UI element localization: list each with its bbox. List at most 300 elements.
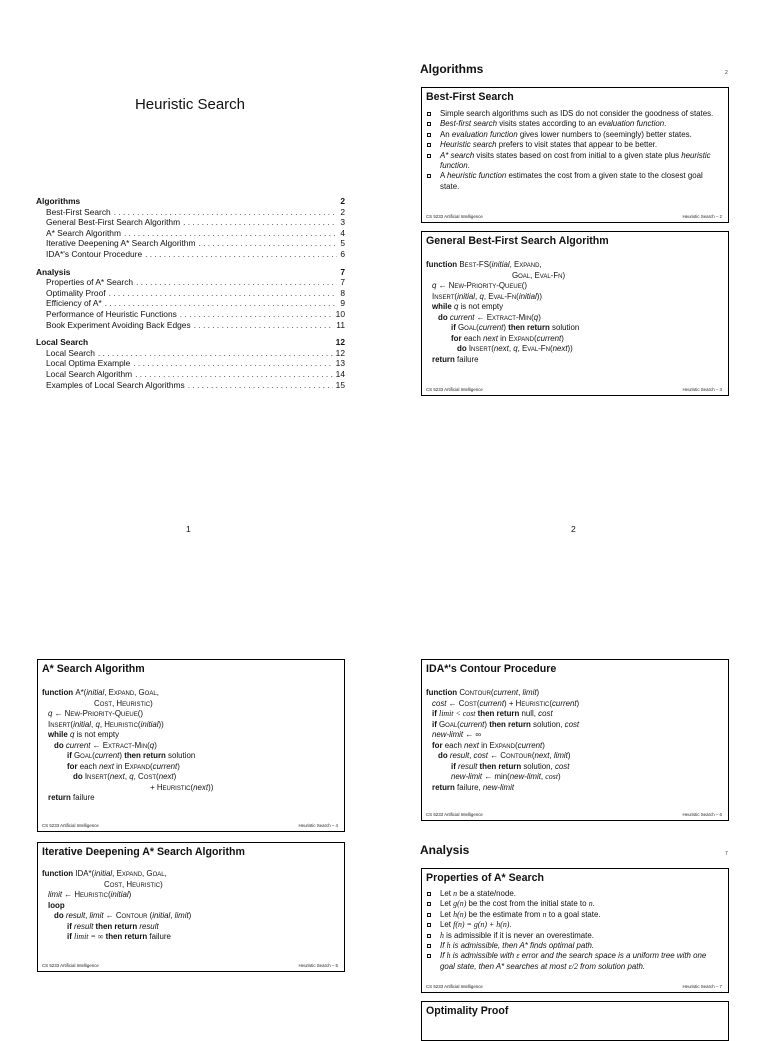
text-fragment: if bbox=[67, 932, 75, 941]
text-fragment: Goal bbox=[458, 323, 477, 332]
text-fragment: current bbox=[449, 312, 475, 322]
section-page-number: 2 bbox=[725, 70, 728, 76]
text-fragment: initial bbox=[140, 719, 159, 729]
text-fragment: ← bbox=[52, 709, 65, 718]
text-fragment: ) bbox=[128, 890, 132, 899]
text-fragment: is admissible with bbox=[450, 951, 517, 961]
text-fragment: A* bbox=[75, 688, 84, 697]
code-line bbox=[42, 901, 340, 912]
text-fragment: , bbox=[124, 772, 130, 781]
code-line bbox=[42, 880, 340, 891]
text-fragment: limit bbox=[89, 911, 104, 920]
text-fragment: . bbox=[509, 920, 512, 930]
slide-title: General Best-First Search Algorithm bbox=[426, 235, 609, 247]
text-fragment: initial bbox=[94, 869, 113, 878]
toc-leader bbox=[114, 207, 338, 218]
bullet-item bbox=[426, 931, 722, 941]
text-fragment: Expand bbox=[489, 740, 515, 750]
text-fragment: function bbox=[426, 688, 460, 697]
text-fragment: ← bbox=[62, 890, 75, 899]
text-fragment: , bbox=[509, 260, 514, 269]
slide-properties-of-a-star bbox=[421, 868, 729, 993]
text-fragment: n bbox=[588, 899, 593, 909]
slide-title: Optimality Proof bbox=[426, 1005, 509, 1017]
code-line bbox=[42, 911, 340, 922]
text-fragment: return bbox=[48, 793, 73, 802]
text-fragment: Expand bbox=[508, 333, 534, 343]
text-fragment: Contour bbox=[115, 911, 148, 920]
code-line bbox=[42, 741, 340, 752]
text-fragment: initial bbox=[457, 291, 476, 301]
text-fragment: Heuristic bbox=[515, 698, 550, 708]
text-fragment: ( bbox=[490, 688, 494, 697]
toc-leader bbox=[124, 228, 337, 239]
text-fragment: Eval-Fn bbox=[488, 291, 517, 301]
text-fragment: q bbox=[129, 772, 134, 781]
text-fragment: Insert bbox=[468, 344, 492, 353]
text-fragment: is admissible if it is never an overestimate. bbox=[443, 930, 594, 940]
toc-entry-label: IDA*'s Contour Procedure bbox=[46, 248, 143, 259]
text-fragment: to a goal state. bbox=[546, 909, 601, 919]
toc-entry-label: Iterative Deepening A* Search Algorithm bbox=[46, 238, 196, 249]
text-fragment: ) + bbox=[504, 698, 516, 708]
toc-entry-label: Book Experiment Avoiding Back Edges bbox=[46, 319, 191, 330]
text-fragment: ( bbox=[91, 869, 95, 878]
slide-best-first-search bbox=[421, 87, 729, 223]
text-fragment: next bbox=[109, 772, 125, 781]
toc-section-page: 7 bbox=[340, 266, 345, 277]
text-fragment: Contour bbox=[459, 688, 491, 697]
text-fragment: ← bbox=[446, 698, 459, 708]
text-fragment: cost bbox=[554, 761, 570, 771]
text-fragment: ( bbox=[147, 911, 153, 920]
text-fragment: next bbox=[493, 344, 509, 353]
text-fragment: is admissible, then A* finds optimal path. bbox=[450, 941, 595, 951]
text-fragment: h bbox=[446, 951, 451, 961]
toc-entry-page: 12 bbox=[335, 347, 345, 358]
text-fragment: result bbox=[139, 921, 159, 931]
toc-entry-page: 5 bbox=[340, 238, 345, 249]
code-line bbox=[426, 688, 724, 699]
text-fragment: ( bbox=[108, 890, 111, 899]
text-fragment: if bbox=[432, 719, 440, 729]
text-fragment: new-limit bbox=[482, 782, 515, 792]
text-fragment: () bbox=[521, 281, 527, 290]
text-fragment: next bbox=[99, 761, 114, 771]
text-fragment: cost bbox=[545, 772, 559, 781]
toc-leader bbox=[133, 358, 332, 369]
text-fragment: h(n) bbox=[453, 909, 467, 919]
toc-entry[interactable] bbox=[36, 298, 345, 309]
text-fragment: , bbox=[483, 291, 489, 301]
code-line bbox=[426, 720, 724, 731]
text-fragment: q bbox=[149, 740, 155, 750]
text-fragment: visits states based on cost from initial to a given state plus bbox=[474, 150, 682, 160]
text-fragment: q bbox=[48, 709, 53, 718]
code-line bbox=[42, 688, 340, 699]
footer-slide-ref: Heuristic Search – 2 bbox=[682, 214, 722, 219]
toc-section-heading[interactable] bbox=[36, 267, 345, 278]
text-fragment: )) bbox=[208, 782, 214, 792]
text-fragment: f(n) = g(n) + h(n) bbox=[453, 920, 510, 930]
text-fragment: Best-FS bbox=[459, 260, 489, 269]
text-fragment: A bbox=[440, 171, 448, 181]
text-fragment: ) bbox=[561, 333, 564, 343]
text-fragment: for bbox=[451, 333, 464, 343]
text-fragment: If bbox=[440, 941, 447, 951]
text-fragment: ( bbox=[83, 688, 87, 697]
text-fragment: h bbox=[446, 941, 451, 951]
text-fragment: current bbox=[459, 719, 485, 729]
code-line bbox=[42, 772, 340, 783]
text-fragment: ( bbox=[92, 751, 95, 760]
text-fragment: Cost bbox=[458, 698, 477, 708]
text-fragment: ( bbox=[156, 772, 159, 781]
text-fragment: next bbox=[193, 782, 209, 792]
toc-entry-label: General Best-First Search Algorithm bbox=[46, 217, 181, 228]
text-fragment: is not empty bbox=[74, 730, 120, 739]
toc-entry[interactable] bbox=[36, 309, 345, 320]
text-fragment: Cost, Heuristic bbox=[104, 879, 161, 889]
text-fragment: heuristic function bbox=[447, 171, 507, 181]
text-fragment: loop bbox=[48, 900, 65, 910]
text-fragment: limit bbox=[553, 751, 568, 760]
footer-course: CS 5233 Artificial Intelligence bbox=[426, 214, 483, 219]
text-fragment: limit bbox=[48, 890, 63, 899]
bullet-item bbox=[426, 171, 722, 192]
text-fragment: )) bbox=[158, 719, 164, 729]
toc-entry-page: 14 bbox=[335, 368, 345, 379]
text-fragment: result bbox=[65, 911, 86, 920]
text-fragment: ( bbox=[549, 344, 553, 353]
text-fragment: New-Priority-Queue bbox=[64, 709, 138, 718]
toc-section-title: Analysis bbox=[36, 266, 71, 277]
text-fragment: , bbox=[549, 751, 554, 760]
text-fragment: cost bbox=[564, 719, 580, 729]
text-fragment: evaluation function bbox=[598, 119, 665, 129]
footer-slide-ref: Heuristic Search – 3 bbox=[682, 387, 722, 392]
text-fragment: ← min( bbox=[482, 772, 510, 781]
toc-entry-page: 6 bbox=[340, 248, 345, 259]
text-fragment: initial bbox=[86, 688, 105, 697]
text-fragment: . bbox=[467, 161, 470, 171]
text-fragment: , bbox=[518, 688, 523, 697]
text-fragment: = ∞ bbox=[88, 932, 104, 941]
text-fragment: q bbox=[432, 281, 437, 290]
toc-section-heading[interactable] bbox=[36, 196, 345, 207]
text-fragment: while bbox=[432, 302, 454, 311]
code-line bbox=[42, 793, 340, 804]
bullet-item bbox=[426, 910, 722, 920]
text-fragment: ( bbox=[190, 782, 194, 792]
text-fragment: ( bbox=[531, 312, 534, 322]
text-fragment: ) bbox=[558, 772, 561, 781]
text-fragment: do bbox=[73, 772, 85, 781]
text-fragment: new-limit bbox=[451, 772, 483, 781]
toc-entry[interactable] bbox=[36, 217, 345, 228]
footer-course: CS 5233 Artificial Intelligence bbox=[42, 823, 99, 828]
text-fragment: each bbox=[463, 333, 484, 343]
text-fragment: function bbox=[426, 260, 460, 269]
text-fragment: then return bbox=[103, 932, 150, 941]
toc-entry-label: Optimality Proof bbox=[46, 287, 106, 298]
code-line bbox=[426, 271, 724, 282]
text-fragment: function bbox=[42, 688, 76, 697]
text-fragment: ← ∞ bbox=[463, 730, 482, 739]
text-fragment: Heuristic search bbox=[440, 140, 497, 150]
bullet-item bbox=[426, 140, 722, 150]
text-fragment: If bbox=[440, 951, 447, 961]
toc-entry-page: 10 bbox=[335, 308, 345, 319]
slide-a-star-search bbox=[37, 659, 345, 832]
bullet-item bbox=[426, 920, 722, 930]
text-fragment: then return bbox=[506, 323, 553, 332]
text-fragment: new-limit bbox=[509, 772, 541, 781]
text-fragment: Extract-Min bbox=[102, 740, 148, 750]
text-fragment: gives lower numbers to (seemingly) better states. bbox=[517, 129, 692, 139]
code-line bbox=[426, 260, 724, 271]
text-fragment: ( bbox=[549, 698, 552, 708]
toc-entry-label: Properties of A* Search bbox=[46, 277, 134, 288]
toc-entry[interactable] bbox=[36, 228, 345, 239]
slide-ida-contour-procedure bbox=[421, 659, 729, 821]
text-fragment: ( bbox=[457, 719, 460, 729]
text-fragment: in bbox=[113, 761, 125, 771]
toc-entry[interactable] bbox=[36, 348, 345, 359]
code-line bbox=[42, 709, 340, 720]
document-title: Heuristic Search bbox=[134, 96, 246, 113]
text-fragment: is not empty bbox=[458, 302, 504, 311]
text-fragment: solution, bbox=[523, 761, 555, 771]
bullet-item bbox=[426, 130, 722, 140]
text-fragment: )) bbox=[536, 291, 543, 301]
text-fragment: new-limit bbox=[432, 730, 464, 739]
toc-leader bbox=[105, 298, 338, 309]
text-fragment: result bbox=[458, 761, 478, 771]
text-fragment: Eval-Fn bbox=[522, 344, 550, 353]
text-fragment: if bbox=[67, 751, 75, 760]
code-line bbox=[42, 720, 340, 731]
text-fragment: An bbox=[440, 129, 452, 139]
text-fragment: ( bbox=[476, 698, 480, 708]
text-fragment: ) bbox=[173, 772, 177, 781]
text-fragment: current bbox=[94, 751, 120, 760]
text-fragment: ← bbox=[474, 312, 487, 322]
page-number: 1 bbox=[186, 524, 191, 534]
bullet-item bbox=[426, 119, 722, 129]
text-fragment: )) bbox=[567, 344, 573, 353]
text-fragment: if bbox=[451, 761, 459, 771]
toc-section bbox=[36, 337, 345, 390]
slide-footer bbox=[42, 963, 338, 968]
slide-footer bbox=[426, 812, 722, 817]
toc-entry-page: 7 bbox=[340, 277, 345, 288]
toc-leader bbox=[109, 288, 338, 299]
slide-title: IDA*'s Contour Procedure bbox=[426, 663, 557, 675]
code-line bbox=[42, 932, 340, 943]
code-line bbox=[42, 922, 340, 933]
text-fragment: ε bbox=[516, 951, 520, 961]
code-line bbox=[42, 762, 340, 773]
text-fragment: New-Priority-Queue bbox=[448, 281, 522, 290]
text-fragment: . bbox=[592, 899, 595, 909]
text-fragment: , bbox=[85, 911, 90, 920]
text-fragment: next bbox=[483, 333, 498, 343]
text-fragment: ← bbox=[436, 281, 449, 290]
code-line bbox=[426, 709, 724, 720]
text-fragment: ) bbox=[542, 740, 545, 750]
toc-entry[interactable] bbox=[36, 207, 345, 218]
text-fragment: ( bbox=[454, 291, 458, 301]
text-fragment: initial bbox=[73, 719, 92, 729]
slide-title: Best-First Search bbox=[426, 91, 514, 103]
text-fragment: g(n) bbox=[453, 899, 467, 909]
slide-title: Properties of A* Search bbox=[426, 872, 544, 884]
code-line bbox=[42, 699, 340, 710]
text-fragment: for bbox=[432, 740, 445, 750]
text-fragment: null, bbox=[521, 709, 539, 718]
toc-leader bbox=[198, 238, 337, 249]
pseudocode-block bbox=[38, 869, 344, 943]
text-fragment: then return bbox=[93, 921, 140, 931]
text-fragment: ) bbox=[484, 719, 488, 729]
text-fragment: estimates the cost from a given state to the closest goal state. bbox=[440, 171, 703, 191]
code-line bbox=[426, 741, 724, 752]
slide-footer bbox=[426, 214, 722, 219]
text-fragment: Goal, Eval-Fn bbox=[512, 270, 563, 280]
text-fragment: return bbox=[432, 354, 457, 364]
text-fragment: () bbox=[137, 709, 143, 718]
code-line bbox=[42, 869, 340, 880]
text-fragment: ) bbox=[503, 323, 507, 332]
text-fragment: , bbox=[475, 291, 480, 301]
text-fragment: current bbox=[65, 740, 91, 750]
slide-title: A* Search Algorithm bbox=[42, 663, 145, 675]
toc-entry[interactable] bbox=[36, 277, 345, 288]
text-fragment: Heuristic bbox=[74, 890, 109, 899]
text-fragment: return bbox=[432, 782, 457, 792]
text-fragment: initial bbox=[518, 291, 537, 301]
toc-leader bbox=[145, 249, 337, 260]
text-fragment: ) bbox=[119, 751, 123, 760]
text-fragment: Insert bbox=[432, 291, 455, 301]
text-fragment: , bbox=[104, 688, 109, 697]
code-line bbox=[426, 355, 724, 366]
text-fragment: q bbox=[453, 302, 459, 311]
text-fragment: limit bbox=[174, 911, 189, 920]
toc-entry[interactable] bbox=[36, 320, 345, 331]
toc-entry-page: 3 bbox=[340, 217, 345, 228]
footer-slide-ref: Heuristic Search – 7 bbox=[682, 984, 722, 989]
toc-entry[interactable] bbox=[36, 358, 345, 369]
text-fragment: IDA* bbox=[75, 869, 92, 878]
text-fragment: initial bbox=[152, 911, 171, 920]
text-fragment: ) bbox=[538, 312, 541, 322]
pseudocode-block bbox=[422, 260, 728, 365]
text-fragment: solution, bbox=[533, 719, 565, 729]
text-fragment: ← bbox=[103, 911, 116, 920]
code-line bbox=[426, 772, 724, 783]
footer-slide-ref: Heuristic Search – 4 bbox=[298, 823, 338, 828]
text-fragment: do bbox=[457, 344, 469, 353]
toc-entry-label: Local Search bbox=[46, 347, 95, 358]
section-page-number: 7 bbox=[725, 851, 728, 857]
text-fragment: Contour bbox=[500, 751, 532, 760]
text-fragment: heuristic function bbox=[440, 150, 711, 171]
bullet-list bbox=[422, 109, 728, 192]
footer-course: CS 5233 Artificial Intelligence bbox=[426, 984, 483, 989]
text-fragment: ( bbox=[476, 323, 479, 332]
text-fragment: cost bbox=[538, 709, 553, 718]
toc-entry-page: 2 bbox=[340, 206, 345, 217]
toc-section-title: Algorithms bbox=[36, 196, 81, 206]
text-fragment: each bbox=[444, 740, 465, 750]
toc-entry-label: Local Search Algorithm bbox=[46, 368, 133, 379]
toc-leader bbox=[98, 348, 333, 359]
text-fragment: Best-first search bbox=[440, 119, 498, 129]
toc-entry[interactable] bbox=[36, 380, 345, 391]
text-fragment: Expand, Goal, bbox=[108, 688, 159, 697]
toc-entry[interactable] bbox=[36, 369, 345, 380]
text-fragment: , bbox=[91, 719, 96, 729]
text-fragment: , bbox=[508, 344, 514, 353]
text-fragment: result bbox=[74, 921, 94, 931]
code-line bbox=[42, 890, 340, 901]
toc-entry-page: 8 bbox=[340, 287, 345, 298]
toc-entry[interactable] bbox=[36, 238, 345, 249]
toc-entry[interactable] bbox=[36, 249, 345, 260]
bullet-item bbox=[426, 109, 722, 119]
code-line bbox=[426, 313, 724, 324]
text-fragment: n bbox=[453, 889, 458, 898]
text-fragment: next bbox=[552, 344, 568, 353]
toc-section-heading[interactable] bbox=[36, 337, 345, 348]
text-fragment: q bbox=[479, 291, 484, 301]
toc-leader bbox=[194, 320, 334, 331]
text-fragment: Goal bbox=[74, 751, 93, 760]
text-fragment: q bbox=[533, 312, 539, 322]
footer-slide-ref: Heuristic Search – 6 bbox=[682, 812, 722, 817]
text-fragment: be the estimate from bbox=[466, 909, 543, 919]
slide-ida-star-search bbox=[37, 842, 345, 972]
toc-leader bbox=[188, 380, 333, 391]
text-fragment: Let bbox=[440, 920, 454, 930]
text-fragment: ( bbox=[147, 740, 150, 750]
toc-entry[interactable] bbox=[36, 288, 345, 299]
text-fragment: solution bbox=[552, 323, 580, 332]
text-fragment: ε/2 bbox=[568, 961, 578, 971]
text-fragment: failure, bbox=[457, 782, 483, 792]
footer-course: CS 5233 Artificial Intelligence bbox=[426, 387, 483, 392]
text-fragment: then return bbox=[487, 719, 534, 729]
text-fragment: ( bbox=[149, 761, 153, 771]
text-fragment: current bbox=[493, 688, 519, 697]
text-fragment: initial bbox=[110, 890, 129, 899]
bullet-item bbox=[426, 941, 722, 951]
text-fragment: ) bbox=[188, 911, 192, 920]
text-fragment: result bbox=[449, 751, 470, 760]
text-fragment: if bbox=[451, 323, 459, 332]
text-fragment: ( bbox=[70, 719, 74, 729]
text-fragment: failure bbox=[149, 932, 171, 941]
text-fragment: q bbox=[95, 719, 100, 729]
pseudocode-block bbox=[422, 688, 728, 793]
text-fragment: . bbox=[664, 119, 667, 129]
text-fragment: then return bbox=[475, 709, 522, 718]
text-fragment: , bbox=[540, 772, 546, 781]
toc-entry-page: 15 bbox=[335, 379, 345, 390]
toc-leader bbox=[183, 217, 337, 228]
